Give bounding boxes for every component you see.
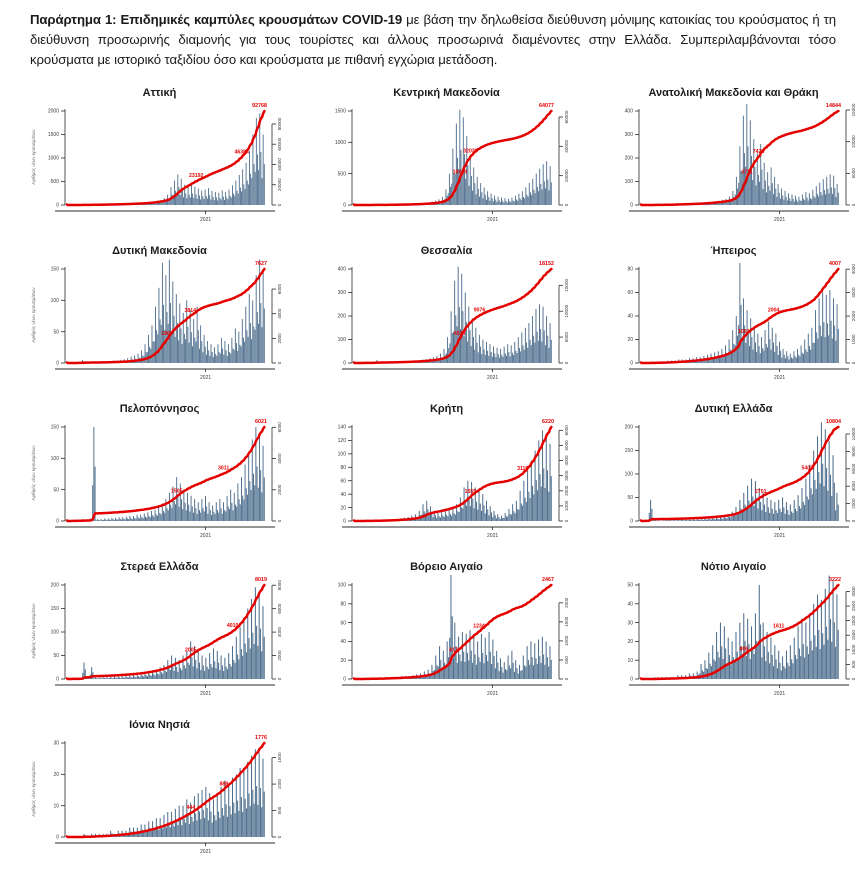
- quarter-total-label: 1907: [161, 332, 173, 338]
- region-chart-5: [303, 241, 590, 399]
- right-axis-tick-label: 1500: [851, 630, 856, 641]
- chart-canvas: [593, 575, 862, 713]
- right-axis-tick-label: 2000: [564, 486, 569, 497]
- cumulative-total-label: 18152: [539, 261, 554, 267]
- left-axis-tick-label: 1500: [47, 133, 58, 139]
- chart-title: Αττική: [16, 85, 303, 101]
- right-axis-tick-label: 1000: [851, 334, 856, 345]
- left-axis-tick-label: 0: [56, 361, 59, 367]
- right-axis-tick-label: 3000: [851, 586, 856, 597]
- quarter-total-label: 2701: [754, 490, 766, 496]
- left-axis-tick-label: 500: [50, 180, 59, 186]
- right-axis-tick-label: 0: [564, 520, 569, 523]
- quarter-total-label: 4538: [453, 331, 465, 337]
- chart-canvas: [306, 417, 588, 555]
- left-axis-tick-label: 10: [627, 658, 633, 664]
- daily-cases-bars: [78, 114, 264, 206]
- quarter-total-label: 1505: [171, 489, 183, 495]
- cumulative-total-label: 3222: [829, 577, 841, 583]
- left-axis-tick-label: 200: [624, 156, 633, 162]
- quarter-total-label: 2005: [185, 648, 197, 654]
- daily-cases-bars: [67, 588, 265, 680]
- left-axis-tick-label: 100: [337, 452, 346, 458]
- half-total-label: 9076: [473, 308, 485, 314]
- left-axis-tick-label: 0: [343, 519, 346, 525]
- left-axis-tick-label: 20: [627, 639, 633, 645]
- quarter-total-label: 1555: [464, 489, 476, 495]
- x-axis-tick-label: 2021: [774, 691, 785, 697]
- right-axis-tick-label: 1000: [564, 501, 569, 512]
- right-axis-tick-label: 2000: [851, 498, 856, 509]
- right-axis-tick-label: 5000: [851, 168, 856, 179]
- right-axis-tick-label: 60000: [564, 111, 569, 124]
- chart-title: Βόρειο Αιγαίο: [303, 559, 590, 575]
- left-axis-tick-label: 0: [343, 361, 346, 367]
- left-axis-tick-label: 300: [337, 291, 346, 297]
- appendix-description: με βάση την δηλωθείσα διεύθυνση μόνιμης κατοικίας του κρούσματος ή τη διεύθυνση προσωρινής διαμονής για τους τουρίστες και άλλους προσωρινά διαμένοντες στην Ελλάδα. Συμπεριλαμβάνονται τόσο κρούσματα με ιστορικό ταξιδίου όσο και κρούσματα με πιθανή εγχώρια μετάδοση.: [30, 12, 836, 67]
- daily-cases-bars: [67, 260, 265, 363]
- left-axis-tick-label: 100: [624, 180, 633, 186]
- half-total-label: 46384: [234, 150, 249, 156]
- daily-cases-bars: [361, 575, 551, 679]
- left-axis-tick-label: 0: [56, 677, 59, 683]
- left-axis-tick-label: 0: [343, 203, 346, 209]
- right-axis-tick-label: 60000: [277, 138, 282, 151]
- chart-title: Δυτική Ελλάδα: [590, 401, 862, 417]
- region-chart-12: [590, 557, 862, 715]
- chart-title: Θεσσαλία: [303, 243, 590, 259]
- x-axis-tick-label: 2021: [200, 691, 211, 697]
- chart-canvas: [19, 259, 301, 397]
- y-axis-label: Αριθμός νέων κρουσμάτων: [30, 761, 36, 817]
- daily-cases-bars: [652, 576, 838, 679]
- quarter-total-label: 23192: [188, 174, 203, 180]
- right-axis-tick-label: 0: [277, 362, 282, 365]
- left-axis-tick-label: 20: [53, 772, 59, 778]
- left-axis-tick-label: 500: [337, 172, 346, 178]
- half-total-label: 1234: [473, 624, 485, 630]
- half-total-label: 7422: [752, 149, 764, 155]
- region-chart-11: [303, 557, 590, 715]
- chart-title: Ήπειρος: [590, 243, 862, 259]
- left-axis-tick-label: 0: [630, 519, 633, 525]
- right-axis-tick-label: 4000: [851, 481, 856, 492]
- right-axis-tick-label: 500: [851, 661, 856, 669]
- half-total-label: 4010: [226, 624, 238, 630]
- right-axis-tick-label: 2000: [277, 650, 282, 661]
- chart-title: Στερεά Ελλάδα: [16, 559, 303, 575]
- left-axis-tick-label: 0: [56, 203, 59, 209]
- right-axis-tick-label: 2500: [851, 601, 856, 612]
- left-axis-tick-label: 200: [337, 314, 346, 320]
- x-axis-tick-label: 2021: [774, 375, 785, 381]
- cumulative-total-label: 6021: [255, 419, 267, 425]
- right-axis-tick-label: 10000: [851, 428, 856, 441]
- quarter-total-label: 16019: [452, 170, 467, 176]
- quarter-total-label: 806: [739, 647, 748, 653]
- left-axis-tick-label: 400: [624, 109, 633, 115]
- left-axis-tick-label: 100: [624, 472, 633, 478]
- left-axis-tick-label: 0: [56, 835, 59, 841]
- x-axis-tick-label: 2021: [774, 533, 785, 539]
- left-axis-tick-label: 80: [340, 465, 346, 471]
- left-axis-tick-label: 0: [630, 677, 633, 683]
- region-chart-8: [303, 399, 590, 557]
- left-axis-tick-label: 150: [50, 267, 59, 273]
- x-axis-tick-label: 2021: [487, 533, 498, 539]
- right-axis-tick-label: 3000: [564, 471, 569, 482]
- left-axis-tick-label: 30: [627, 621, 633, 627]
- half-total-label: 5402: [801, 466, 813, 472]
- left-axis-tick-label: 50: [627, 496, 633, 502]
- right-axis-tick-label: 0: [277, 520, 282, 523]
- left-axis-tick-label: 100: [337, 583, 346, 589]
- left-axis-tick-label: 50: [53, 488, 59, 494]
- left-axis-tick-label: 0: [343, 677, 346, 683]
- daily-cases-bars: [67, 427, 265, 521]
- chart-title: Δυτική Μακεδονία: [16, 243, 303, 259]
- chart-canvas: [306, 259, 588, 397]
- right-axis-tick-label: 15000: [851, 104, 856, 117]
- region-chart-4: [16, 241, 303, 399]
- cumulative-total-label: 7627: [255, 261, 267, 267]
- left-axis-tick-label: 80: [627, 267, 633, 273]
- right-axis-tick-label: 2000: [277, 485, 282, 496]
- right-axis-tick-label: 20000: [277, 178, 282, 191]
- right-axis-tick-label: 4000: [851, 264, 856, 275]
- left-axis-tick-label: 10: [53, 804, 59, 810]
- left-axis-tick-label: 40: [627, 602, 633, 608]
- cumulative-total-label: 92768: [252, 103, 267, 109]
- left-axis-tick-label: 40: [340, 492, 346, 498]
- chart-title: Ανατολική Μακεδονία και Θράκη: [590, 85, 862, 101]
- daily-cases-bars: [82, 750, 265, 838]
- x-axis-tick-label: 2021: [487, 217, 498, 223]
- chart-canvas: [306, 101, 588, 239]
- left-axis-tick-label: 40: [627, 314, 633, 320]
- chart-canvas: [593, 259, 862, 397]
- right-axis-tick-label: 6000: [277, 422, 282, 433]
- chart-title: Ιόνια Νησιά: [16, 717, 303, 733]
- left-axis-tick-label: 100: [50, 456, 59, 462]
- right-axis-tick-label: 10000: [564, 305, 569, 318]
- right-axis-tick-label: 0: [564, 678, 569, 681]
- left-axis-tick-label: 120: [337, 439, 346, 445]
- region-chart-10: [16, 557, 303, 715]
- right-axis-tick-label: 2000: [851, 311, 856, 322]
- right-axis-tick-label: 0: [851, 362, 856, 365]
- right-axis-tick-label: 10000: [851, 135, 856, 148]
- left-axis-tick-label: 100: [50, 298, 59, 304]
- x-axis-tick-label: 2021: [200, 533, 211, 539]
- right-axis-tick-label: 4000: [564, 455, 569, 466]
- right-axis-tick-label: 40000: [564, 140, 569, 153]
- quarter-total-label: 617: [449, 648, 458, 654]
- half-total-label: 3110: [517, 466, 528, 472]
- left-axis-tick-label: 150: [50, 607, 59, 613]
- left-axis-tick-label: 0: [56, 519, 59, 525]
- right-axis-tick-label: 2000: [851, 616, 856, 627]
- right-axis-tick-label: 1000: [277, 779, 282, 790]
- chart-canvas: [19, 575, 301, 713]
- left-axis-tick-label: 80: [340, 602, 346, 608]
- daily-cases-bars: [648, 264, 839, 364]
- appendix-title: Επιδημικές καμπύλες κρουσμάτων COVID-19: [121, 12, 403, 27]
- region-chart-13: [16, 715, 303, 873]
- cumulative-cases-line: [67, 111, 264, 205]
- region-chart-7: [16, 399, 303, 557]
- right-axis-tick-label: 20000: [564, 169, 569, 182]
- chart-title: Νότιο Αιγαίο: [590, 559, 862, 575]
- right-axis-tick-label: 6000: [277, 604, 282, 615]
- daily-cases-bars: [369, 110, 552, 205]
- y-axis-label: Αριθμός νέων κρουσμάτων: [30, 445, 36, 501]
- left-axis-tick-label: 150: [624, 449, 633, 455]
- left-axis-tick-label: 150: [50, 425, 59, 431]
- left-axis-tick-label: 50: [627, 583, 633, 589]
- x-axis-tick-label: 2021: [200, 217, 211, 223]
- cumulative-total-label: 1776: [255, 735, 267, 741]
- left-axis-tick-label: 300: [624, 133, 633, 139]
- right-axis-tick-label: 4000: [277, 309, 282, 320]
- left-axis-tick-label: 1500: [334, 109, 345, 115]
- charts-grid: [16, 83, 836, 873]
- appendix-label: Παράρτημα 1:: [30, 12, 121, 27]
- left-axis-tick-label: 400: [337, 267, 346, 273]
- right-axis-tick-label: 500: [277, 807, 282, 815]
- region-chart-3: [590, 83, 862, 241]
- quarter-total-label: 1002: [737, 330, 749, 336]
- chart-title: Κεντρική Μακεδονία: [303, 85, 590, 101]
- right-axis-tick-label: 80000: [277, 117, 282, 130]
- left-axis-tick-label: 140: [337, 425, 346, 431]
- right-axis-tick-label: 0: [564, 362, 569, 365]
- right-axis-tick-label: 500: [564, 656, 569, 664]
- x-axis-tick-label: 2021: [200, 849, 211, 855]
- appendix-header: [30, 10, 836, 69]
- right-axis-tick-label: 0: [564, 204, 569, 207]
- right-axis-tick-label: 0: [277, 678, 282, 681]
- right-axis-tick-label: 5000: [564, 332, 569, 343]
- left-axis-tick-label: 200: [50, 583, 59, 589]
- cumulative-total-label: 2467: [542, 577, 554, 583]
- region-chart-6: [590, 241, 862, 399]
- right-axis-tick-label: 1500: [564, 617, 569, 628]
- right-axis-tick-label: 6000: [564, 425, 569, 436]
- region-chart-9: [590, 399, 862, 557]
- chart-canvas: [19, 733, 301, 871]
- left-axis-tick-label: 30: [53, 741, 59, 747]
- right-axis-tick-label: 0: [277, 204, 282, 207]
- chart-title: Πελοπόννησος: [16, 401, 303, 417]
- right-axis-tick-label: 8000: [277, 580, 282, 591]
- quarter-total-label: 3711: [741, 170, 752, 176]
- right-axis-tick-label: 0: [277, 836, 282, 839]
- cumulative-total-label: 8019: [255, 577, 267, 583]
- x-axis-tick-label: 2021: [200, 375, 211, 381]
- cumulative-total-label: 14844: [826, 103, 841, 109]
- quarter-total-label: 444: [186, 805, 195, 811]
- half-total-label: 3011: [217, 466, 228, 472]
- cumulative-total-label: 10804: [826, 419, 841, 425]
- right-axis-tick-label: 6000: [851, 464, 856, 475]
- half-total-label: 2004: [767, 308, 779, 314]
- right-axis-tick-label: 1500: [277, 752, 282, 763]
- y-axis-label: Αριθμός νέων κρουσμάτων: [30, 287, 36, 343]
- region-chart-2: [303, 83, 590, 241]
- left-axis-tick-label: 1000: [47, 156, 58, 162]
- right-axis-tick-label: 4000: [277, 627, 282, 638]
- right-axis-tick-label: 3000: [851, 287, 856, 298]
- x-axis-tick-label: 2021: [487, 375, 498, 381]
- left-axis-tick-label: 0: [630, 203, 633, 209]
- chart-canvas: [19, 417, 301, 555]
- left-axis-tick-label: 1000: [334, 140, 345, 146]
- left-axis-tick-label: 0: [630, 361, 633, 367]
- chart-title: Κρήτη: [303, 401, 590, 417]
- left-axis-tick-label: 20: [340, 658, 346, 664]
- right-axis-tick-label: 0: [851, 520, 856, 523]
- right-axis-tick-label: 1000: [564, 636, 569, 647]
- cumulative-total-label: 4007: [829, 261, 841, 267]
- cumulative-total-label: 6220: [542, 419, 554, 425]
- half-total-label: 888: [219, 782, 228, 788]
- right-axis-tick-label: 15000: [564, 279, 569, 292]
- right-axis-tick-label: 1000: [851, 645, 856, 656]
- x-axis-tick-label: 2021: [774, 217, 785, 223]
- chart-canvas: [593, 101, 862, 239]
- x-axis-tick-label: 2021: [487, 691, 498, 697]
- y-axis-label: Αριθμός νέων κρουσμάτων: [30, 603, 36, 659]
- left-axis-tick-label: 40: [340, 639, 346, 645]
- right-axis-tick-label: 2000: [277, 333, 282, 344]
- right-axis-tick-label: 5000: [564, 440, 569, 451]
- y-axis-label: Αριθμός νέων κρουσμάτων: [30, 129, 36, 185]
- right-axis-tick-label: 4000: [277, 453, 282, 464]
- left-axis-tick-label: 200: [624, 425, 633, 431]
- left-axis-tick-label: 20: [340, 506, 346, 512]
- right-axis-tick-label: 0: [851, 204, 856, 207]
- left-axis-tick-label: 60: [627, 291, 633, 297]
- left-axis-tick-label: 60: [340, 479, 346, 485]
- left-axis-tick-label: 50: [53, 654, 59, 660]
- left-axis-tick-label: 50: [53, 330, 59, 336]
- half-total-label: 3814: [184, 308, 196, 314]
- right-axis-tick-label: 40000: [277, 158, 282, 171]
- chart-canvas: [306, 575, 588, 713]
- right-axis-tick-label: 2000: [564, 598, 569, 609]
- right-axis-tick-label: 8000: [851, 446, 856, 457]
- region-chart-1: [16, 83, 303, 241]
- left-axis-tick-label: 60: [340, 621, 346, 627]
- left-axis-tick-label: 2000: [47, 109, 58, 115]
- left-axis-tick-label: 100: [337, 338, 346, 344]
- chart-canvas: [19, 101, 301, 239]
- left-axis-tick-label: 100: [50, 630, 59, 636]
- left-axis-tick-label: 20: [627, 338, 633, 344]
- cumulative-total-label: 64077: [539, 103, 554, 109]
- half-total-label: 32039: [463, 149, 478, 155]
- right-axis-tick-label: 6000: [277, 284, 282, 295]
- chart-canvas: [593, 417, 862, 555]
- half-total-label: 1611: [773, 624, 784, 630]
- right-axis-tick-label: 0: [851, 678, 856, 681]
